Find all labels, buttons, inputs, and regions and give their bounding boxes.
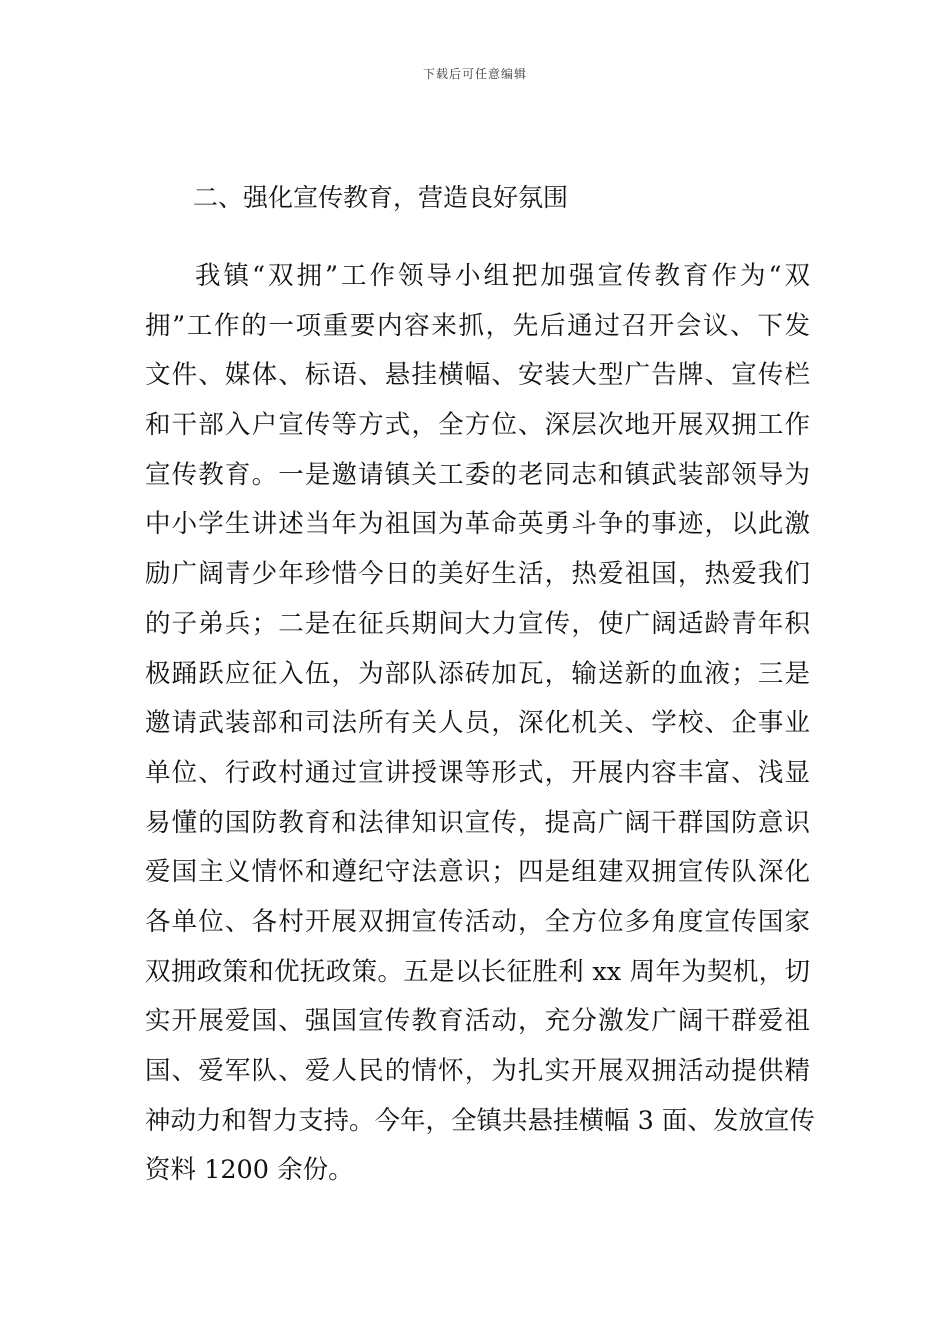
- paragraph-line: 励广阔青少年珍惜今日的美好生活，热爱祖国，热爱我们: [145, 559, 810, 590]
- paragraph-line: 的子弟兵；二是在征兵期间大力宣传，使广阔适龄青年积: [145, 608, 810, 639]
- paragraph-line: 极踊跃应征入伍，为部队添砖加瓦，输送新的血液；三是: [145, 658, 810, 689]
- paragraph-line: 邀请武装部和司法所有关人员，深化机关、学校、企事业: [145, 708, 810, 739]
- paragraph-line: 文件、媒体、标语、悬挂横幅、安装大型广告牌、宣传栏: [145, 360, 810, 391]
- body-paragraph: [145, 252, 815, 1196]
- paragraph-line: 单位、行政村通过宣讲授课等形式，开展内容丰富、浅显: [145, 757, 810, 788]
- paragraph-line: 拥”工作的一项重要内容来抓，先后通过召开会议、下发: [145, 310, 810, 341]
- download-note: 下载后可任意编辑: [422, 67, 527, 81]
- paragraph-line: 我镇“双拥”工作领导小组把加强宣传教育作为“双: [195, 261, 810, 291]
- paragraph-line: 资料 1200 余份。: [145, 1155, 354, 1186]
- paragraph-line: 国、爱军队、爱人民的情怀，为扎实开展双拥活动提供精: [145, 1056, 810, 1086]
- paragraph-line: 爱国主义情怀和遵纪守法意识；四是组建双拥宣传队深化: [145, 857, 810, 888]
- paragraph-line: 易懂的国防教育和法律知识宣传，提高广阔干群国防意识: [145, 807, 810, 838]
- section-heading: 二、强化宣传教育，营造良好氛围: [193, 183, 569, 212]
- paragraph-line: 宣传教育。一是邀请镇关工委的老同志和镇武装部领导为: [145, 459, 810, 490]
- paragraph-line: 中小学生讲述当年为祖国为革命英勇斗争的事迹，以此激: [145, 509, 810, 540]
- paragraph-line: 实开展爱国、强国宣传教育活动，充分激发广阔干群爱祖: [145, 1006, 810, 1037]
- paragraph-line: 各单位、各村开展双拥宣传活动，全方位多角度宣传国家: [145, 906, 810, 937]
- paragraph-line: 和干部入户宣传等方式，全方位、深层次地开展双拥工作: [145, 410, 810, 441]
- paragraph-line: 神动力和智力支持。今年，全镇共悬挂横幅 3 面、发放宣传: [145, 1105, 815, 1136]
- paragraph-line: 双拥政策和优抚政策。五是以长征胜利 xx 周年为契机，切: [145, 956, 810, 987]
